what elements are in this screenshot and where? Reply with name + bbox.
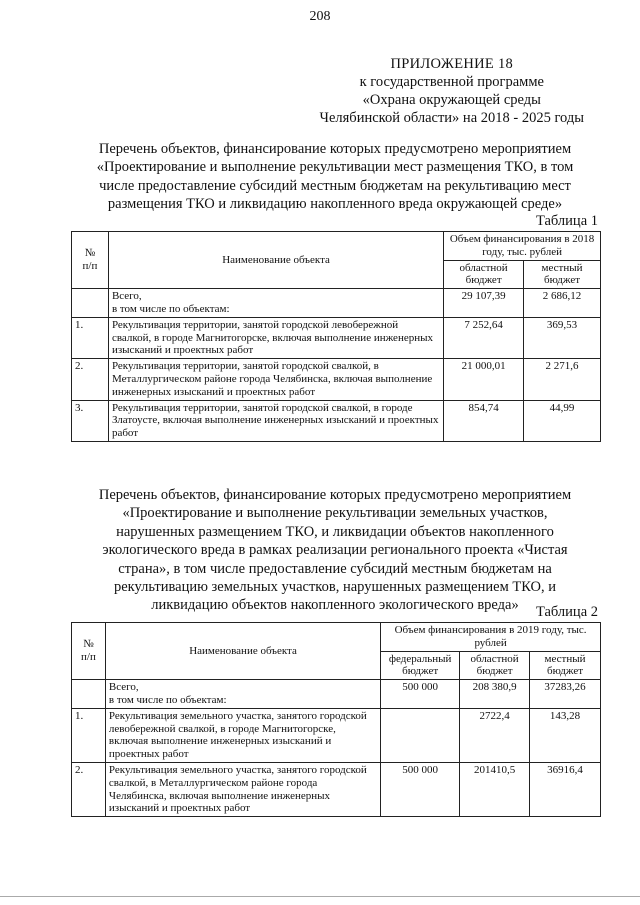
page-bottom-divider <box>0 896 640 897</box>
appendix-line: к государственной программе <box>359 74 544 90</box>
cell-num: 2. <box>72 762 106 816</box>
cell-regional: 208 380,9 <box>460 680 530 709</box>
cell-regional: 7 252,64 <box>444 317 524 358</box>
cell-num: 2. <box>72 359 109 400</box>
cell-num <box>72 680 106 709</box>
heading-line: экологического вреда в рамках реализации регионального проекта «Чистая <box>102 542 568 559</box>
cell-num: 1. <box>72 317 109 358</box>
appendix-line: Челябинской области» на 2018 - 2025 годы <box>319 110 584 126</box>
cell-federal <box>381 708 460 762</box>
table-row <box>72 400 601 441</box>
cell-local: 2 271,6 <box>524 359 601 400</box>
cell-name: Всего, в том числе по объектам: <box>105 680 380 709</box>
cell-local: 369,53 <box>524 317 601 358</box>
cell-name: Всего, в том числе по объектам: <box>108 289 443 318</box>
col-header-name: Наименование объекта <box>108 232 443 289</box>
table-row <box>72 289 601 318</box>
heading-line: размещения ТКО и ликвидацию накопленного вреда окружающей среде» <box>107 196 563 213</box>
cell-regional: 201410,5 <box>460 762 530 816</box>
col-header-volume: Объем финансирования в 2018 году, тыс. рублей <box>444 232 601 261</box>
heading-line: Перечень объектов, финансирование которых предусмотрено мероприятием <box>98 141 572 157</box>
cell-federal: 500 000 <box>381 762 460 816</box>
cell-local: 2 686,12 <box>524 289 601 318</box>
appendix-block <box>320 55 584 127</box>
cell-regional: 2722,4 <box>460 708 530 762</box>
col-header-volume: Объем финансирования в 2019 году, тыс. рублей <box>381 623 601 652</box>
col-header-local: местный бюджет <box>530 651 601 680</box>
heading-line: ликвидацию объектов накопленного экологического вреда» <box>151 597 519 614</box>
cell-regional: 21 000,01 <box>444 359 524 400</box>
col-header-regional: областной бюджет <box>460 651 530 680</box>
col-header-local: местный бюджет <box>524 260 601 289</box>
table2-label: Таблица 2 <box>535 604 598 620</box>
appendix-title: ПРИЛОЖЕНИЕ 18 <box>390 56 514 72</box>
cell-local: 143,28 <box>530 708 601 762</box>
cell-regional: 854,74 <box>444 400 524 441</box>
table-row <box>72 762 601 816</box>
heading-line: Перечень объектов, финансирование которых предусмотрено мероприятием <box>98 487 572 503</box>
section2-heading <box>70 486 600 615</box>
heading-line: «Проектирование и выполнение рекультивации земельных участков, <box>122 505 548 522</box>
cell-name: Рекультивация территории, занятой городской свалкой, в Металлургическом районе города Челябинска, включая выполнение инженерных изысканий и проектных работ <box>108 359 443 400</box>
col-header-num: № п/п <box>72 623 106 680</box>
cell-num <box>72 289 109 318</box>
section1-heading <box>70 140 600 214</box>
cell-name: Рекультивация земельного участка, занятого городской свалкой, в Металлургическом районе города Челябинска, включая выполнение инженерных изысканий и проектных работ <box>105 762 380 816</box>
table-row <box>72 317 601 358</box>
heading-line: «Проектирование и выполнение рекультивации мест размещения ТКО, в том <box>96 159 574 176</box>
cell-local: 44,99 <box>524 400 601 441</box>
table-row <box>72 708 601 762</box>
cell-name: Рекультивация территории, занятой городской свалкой, в городе Златоусте, включая выполнение инженерных изысканий и проектных работ <box>108 400 443 441</box>
heading-line: нарушенных размещением ТКО, и ликвидации объектов накопленного <box>116 523 554 540</box>
table-row <box>72 680 601 709</box>
cell-local: 36916,4 <box>530 762 601 816</box>
table1 <box>71 231 601 442</box>
page-number: 208 <box>309 9 331 24</box>
cell-federal: 500 000 <box>381 680 460 709</box>
cell-name: Рекультивация земельного участка, занятого городской левобережной свалкой, в городе Магнитогорске, включая выполнение инженерных изысканий и проектных работ <box>105 708 380 762</box>
cell-num: 1. <box>72 708 106 762</box>
table2 <box>71 622 601 817</box>
heading-line: рекультивацию земельных участков, нарушенных размещением ТКО, и <box>113 579 557 596</box>
cell-name: Рекультивация территории, занятой городской левобережной свалкой, в городе Магнитогорске, включая выполнение инженерных изысканий и проектных работ <box>108 317 443 358</box>
table1-label: Таблица 1 <box>535 213 598 229</box>
appendix-line: «Охрана окружающей среды <box>362 92 541 108</box>
col-header-regional: областной бюджет <box>444 260 524 289</box>
cell-local: 37283,26 <box>530 680 601 709</box>
table-row <box>72 359 601 400</box>
cell-num: 3. <box>72 400 109 441</box>
heading-line: числе предоставление субсидий местным бюджетам на рекультивацию мест <box>99 177 571 194</box>
col-header-num: № п/п <box>72 232 109 289</box>
heading-line: страна», в том числе предоставление субсидий местным бюджетам на <box>118 560 552 577</box>
col-header-federal: федеральный бюджет <box>381 651 460 680</box>
col-header-name: Наименование объекта <box>105 623 380 680</box>
cell-regional: 29 107,39 <box>444 289 524 318</box>
